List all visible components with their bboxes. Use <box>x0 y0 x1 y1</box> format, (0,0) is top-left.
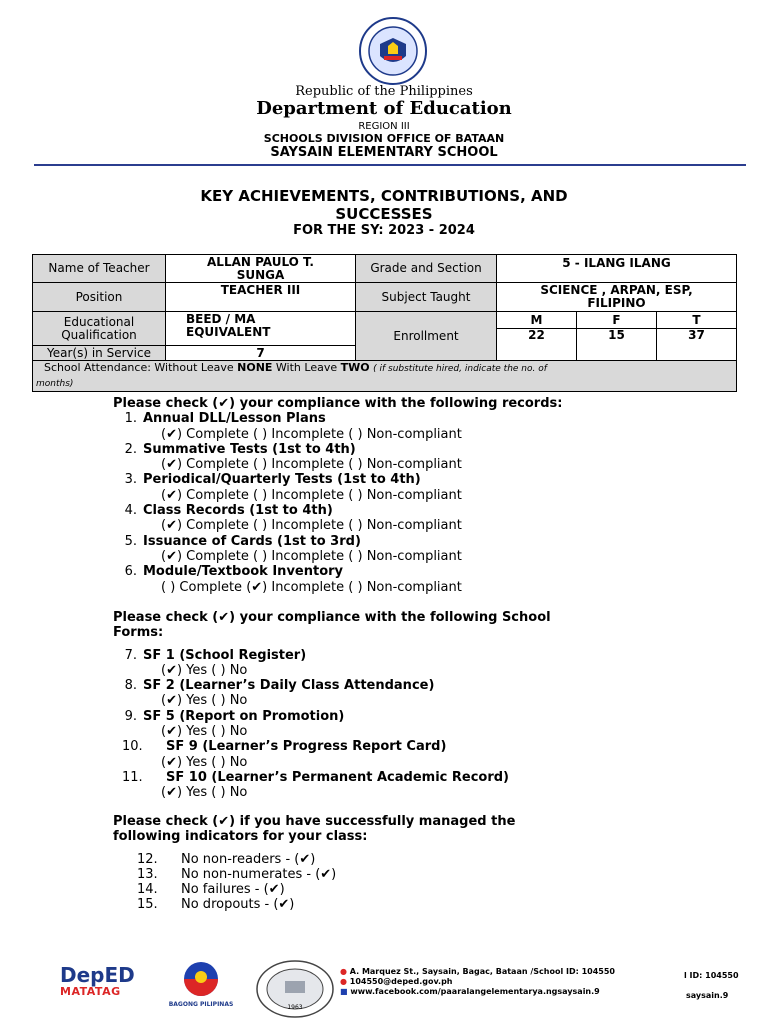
form-item <box>113 678 753 693</box>
facebook-icon: ■ <box>340 987 348 996</box>
republic-line: Republic of the Philippines <box>295 84 473 99</box>
indicator-number: 12. <box>137 851 158 867</box>
forms-heading-1: Please check (✔) your compliance with the following School <box>113 610 551 625</box>
enroll-m-value: 22 <box>497 329 577 361</box>
right-id-text: l ID: 104550 <box>684 971 739 980</box>
indicator-text: No non-numerates - (✔) <box>181 866 337 882</box>
record-number: 4. <box>124 503 137 519</box>
form-number: 7. <box>124 647 137 663</box>
deped-logo: DepED MATATAG <box>60 963 135 998</box>
enroll-f-label: F <box>577 312 657 329</box>
enrollment-label: Enrollment <box>356 312 497 361</box>
attendance-row: School Attendance: Without Leave NONE With Leave TWO ( if substitute hired, indicate the no. of months) <box>33 361 737 392</box>
header-divider <box>34 164 746 166</box>
records-heading: Please check (✔) your compliance with the following records: <box>113 396 563 411</box>
indicator-text: No failures - (✔) <box>181 882 285 898</box>
grade-label: Grade and Section <box>356 255 497 283</box>
deped-seal-logo <box>358 16 428 86</box>
division-line: SCHOOLS DIVISION OFFICE OF BATAAN <box>263 132 505 145</box>
form-number: 10. <box>122 739 143 755</box>
record-title: Periodical/Quarterly Tests (1st to 4th) <box>143 472 421 488</box>
email-icon: ● <box>340 977 347 986</box>
record-status: (✔) Complete ( ) Incomplete ( ) Non-compliant <box>161 518 462 534</box>
record-item <box>113 503 753 518</box>
record-item <box>113 564 753 579</box>
indicator-text: No dropouts - (✔) <box>181 897 295 913</box>
department-title: Department of Education <box>256 98 512 119</box>
education-label: Educational Qualification <box>33 312 166 346</box>
form-status: (✔) Yes ( ) No <box>161 662 248 678</box>
position-value: TEACHER III <box>166 283 356 312</box>
education-value: BEED / MA EQUIVALENT <box>166 312 356 346</box>
record-number: 1. <box>124 411 137 427</box>
facebook-text: www.facebook.com/paaralangelementarya.ngsaysain.9 <box>350 987 600 996</box>
record-number: 6. <box>124 564 137 580</box>
title-line-1: KEY ACHIEVEMENTS, CONTRIBUTIONS, AND <box>200 187 568 205</box>
indicators-heading-1: Please check (✔) if you have successfully managed the <box>113 814 516 829</box>
right-fb-text: saysain.9 <box>686 991 729 1000</box>
record-number: 2. <box>124 441 137 457</box>
form-title: SF 10 (Learner’s Permanent Academic Record) <box>166 769 510 785</box>
record-number: 5. <box>124 533 137 549</box>
enroll-t-label: T <box>657 312 737 329</box>
indicator-text: No non-readers - (✔) <box>181 851 316 867</box>
contact-block <box>340 967 615 997</box>
form-number: 8. <box>124 678 137 694</box>
indicator-item <box>113 897 753 912</box>
enroll-f-value: 15 <box>577 329 657 361</box>
form-item <box>113 648 753 663</box>
indicators-section <box>113 814 753 913</box>
forms-heading-2: Forms: <box>113 625 164 641</box>
document-title <box>150 187 618 223</box>
enroll-t-value: 37 <box>657 329 737 361</box>
indicator-item <box>113 867 753 882</box>
form-item <box>113 739 753 754</box>
title-line-2: SUCCESSES <box>335 205 433 223</box>
form-item <box>113 770 753 785</box>
subject-label: Subject Taught <box>356 283 497 312</box>
school-name: SAYSAIN ELEMENTARY SCHOOL <box>270 145 498 160</box>
forms-section <box>113 610 753 801</box>
record-number: 3. <box>124 472 137 488</box>
indicators-heading-2: following indicators for your class: <box>113 829 368 845</box>
region-line: REGION III <box>358 121 410 132</box>
record-title: Summative Tests (1st to 4th) <box>143 441 356 457</box>
enroll-m-label: M <box>497 312 577 329</box>
form-title: SF 9 (Learner’s Progress Report Card) <box>166 739 447 755</box>
record-title: Module/Textbook Inventory <box>143 564 344 580</box>
school-year: FOR THE SY: 2023 - 2024 <box>293 223 475 238</box>
form-status: (✔) Yes ( ) No <box>161 724 248 740</box>
record-title: Issuance of Cards (1st to 3rd) <box>143 533 361 549</box>
record-status: (✔) Complete ( ) Incomplete ( ) Non-compliant <box>161 426 462 442</box>
form-number: 11. <box>122 769 143 785</box>
subject-value: SCIENCE , ARPAN, ESP, FILIPINO <box>497 283 737 312</box>
record-title: Annual DLL/Lesson Plans <box>143 411 326 427</box>
form-title: SF 1 (School Register) <box>143 647 307 663</box>
indicator-item <box>113 882 753 897</box>
record-item <box>113 472 753 487</box>
years-label: Year(s) in Service <box>33 346 166 361</box>
form-status: (✔) Yes ( ) No <box>161 693 248 709</box>
form-number: 9. <box>124 708 137 724</box>
records-section <box>113 396 753 595</box>
record-status: (✔) Complete ( ) Incomplete ( ) Non-compliant <box>161 548 462 564</box>
indicator-number: 14. <box>137 882 158 898</box>
teacher-info-table <box>32 254 737 392</box>
form-title: SF 2 (Learner’s Daily Class Attendance) <box>143 678 435 694</box>
location-icon: ● <box>340 967 347 976</box>
record-item <box>113 534 753 549</box>
email-text: 104550@deped.gov.ph <box>349 977 453 986</box>
record-status: (✔) Complete ( ) Incomplete ( ) Non-compliant <box>161 487 462 503</box>
bagong-pilipinas-emblem <box>165 961 237 997</box>
record-item <box>113 411 753 426</box>
record-status: (✔) Complete ( ) Incomplete ( ) Non-compliant <box>161 457 462 473</box>
address-text: A. Marquez St., Saysain, Bagac, Bataan /School ID: 104550 <box>349 967 615 976</box>
school-seal-logo <box>255 959 335 1019</box>
indicator-item <box>113 852 753 867</box>
form-title: SF 5 (Report on Promotion) <box>143 708 345 724</box>
bagong-pilipinas-logo: BAGONG PILIPINAS <box>165 961 237 1008</box>
indicator-number: 13. <box>137 866 158 882</box>
form-status: (✔) Yes ( ) No <box>161 785 248 801</box>
record-status: ( ) Complete (✔) Incomplete ( ) Non-compliant <box>161 579 462 595</box>
footer <box>0 955 768 1024</box>
form-status: (✔) Yes ( ) No <box>161 754 248 770</box>
indicator-number: 15. <box>137 897 158 913</box>
name-value: ALLAN PAULO T. SUNGA <box>166 255 356 283</box>
years-value: 7 <box>166 346 356 361</box>
school-seal-year: 1963 <box>287 1004 303 1011</box>
form-item <box>113 709 753 724</box>
grade-value: 5 - ILANG ILANG <box>497 255 737 283</box>
record-item <box>113 442 753 457</box>
record-title: Class Records (1st to 4th) <box>143 503 333 519</box>
position-label: Position <box>33 283 166 312</box>
name-label: Name of Teacher <box>33 255 166 283</box>
